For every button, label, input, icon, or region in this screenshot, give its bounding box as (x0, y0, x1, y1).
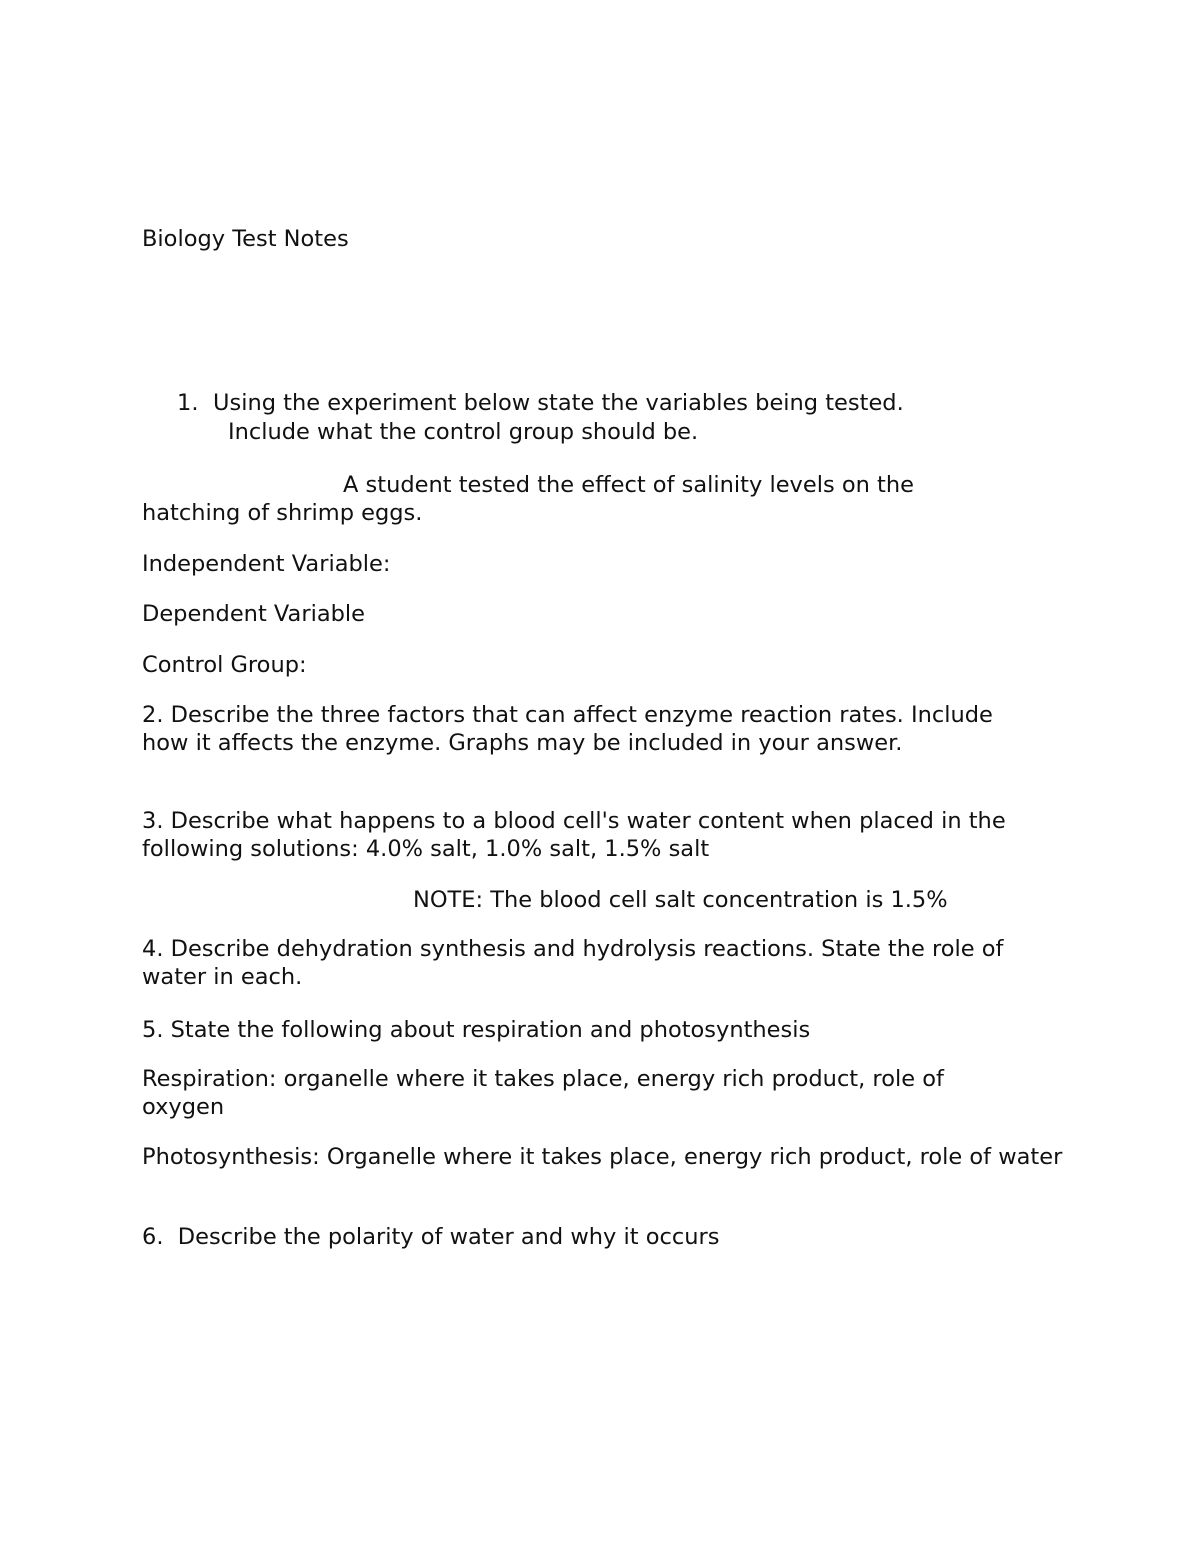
photosynthesis-prompt: Photosynthesis: Organelle where it takes place, energy rich product, role of water (142, 1144, 1063, 1170)
document-title: Biology Test Notes (142, 226, 349, 252)
independent-variable-label: Independent Variable: (142, 551, 391, 577)
question-6: 6. Describe the polarity of water and why it occurs (142, 1224, 720, 1250)
question-1-number: 1. (177, 390, 199, 416)
question-1-line-1: Using the experiment below state the variables being tested. (213, 390, 904, 416)
question-2: 2. Describe the three factors that can affect enzyme reaction rates. Include how it affects the enzyme. Graphs may be included in your answer. (142, 702, 993, 756)
respiration-prompt: Respiration: organelle where it takes place, energy rich product, role of oxygen (142, 1066, 944, 1120)
question-1-line-2: Include what the control group should be. (228, 419, 699, 445)
scenario-line-2: hatching of shrimp eggs. (142, 500, 423, 526)
control-group-label: Control Group: (142, 652, 307, 678)
question-4: 4. Describe dehydration synthesis and hydrolysis reactions. State the role of water in each. (142, 936, 1004, 990)
question-3-note: NOTE: The blood cell salt concentration is 1.5% (413, 887, 948, 913)
question-3: 3. Describe what happens to a blood cell's water content when placed in the following solutions: 4.0% salt, 1.0% salt, 1.5% salt (142, 808, 1006, 862)
question-5: 5. State the following about respiration and photosynthesis (142, 1017, 811, 1043)
scenario-line-1: A student tested the effect of salinity levels on the (343, 472, 914, 498)
dependent-variable-label: Dependent Variable (142, 601, 366, 627)
